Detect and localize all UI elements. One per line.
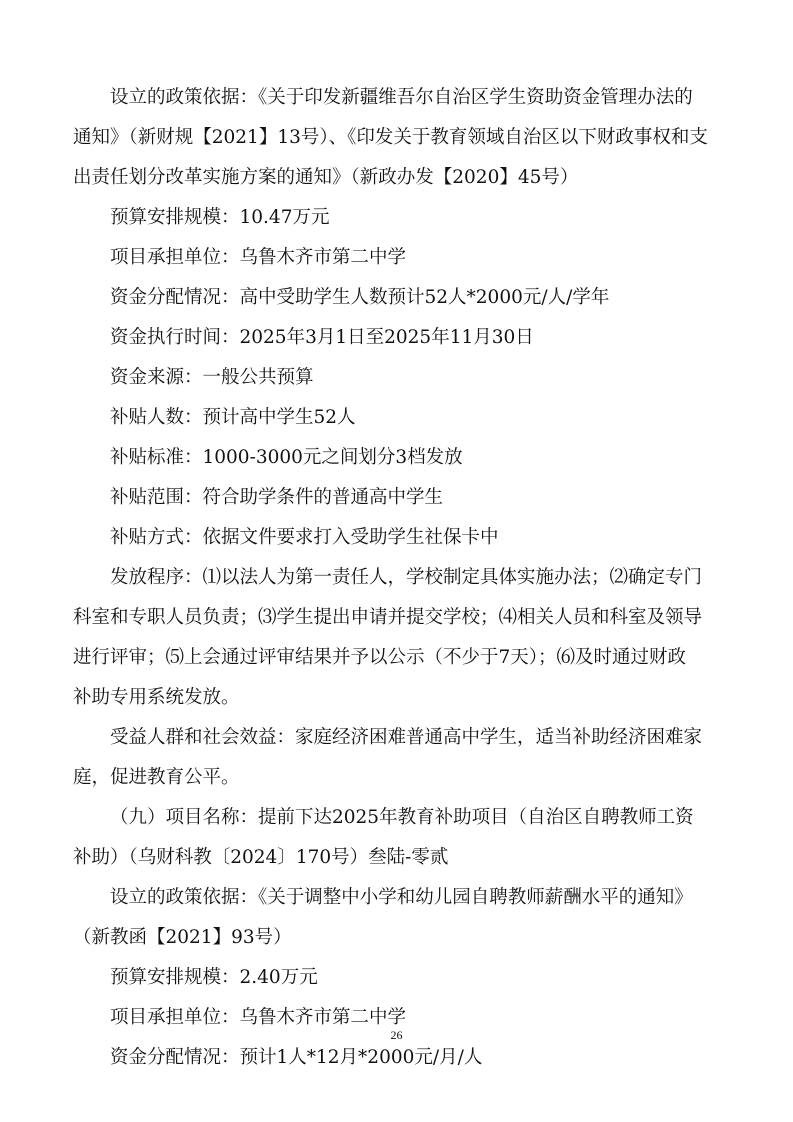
- text-line: 补贴范围：符合助学条件的普通高中学生: [110, 487, 444, 508]
- fund-allocation-paragraph-2: [73, 1038, 733, 1078]
- text-line: 发放程序：⑴以法人为第一责任人，学校制定具体实施办法；⑵确定专门: [110, 567, 703, 588]
- subsidy-method-paragraph: [73, 518, 733, 558]
- budget-scale-paragraph: [73, 198, 733, 238]
- page-number: 26: [390, 1028, 403, 1042]
- policy-basis-paragraph-2: [73, 878, 733, 958]
- text-line: 设立的政策依据：《关于印发新疆维吾尔自治区学生资助资金管理办法的: [110, 87, 693, 108]
- project-heading-paragraph: [73, 798, 733, 878]
- subsidy-scope-paragraph: [73, 478, 733, 518]
- text-line: 资金分配情况：高中受助学生人数预计52人*2000元/人/学年: [110, 287, 610, 308]
- document-body: [73, 78, 733, 1078]
- text-line: 补助专用系统发放。: [73, 687, 240, 708]
- beneficiaries-paragraph: [73, 718, 733, 798]
- fund-source-paragraph: [73, 358, 733, 398]
- policy-basis-paragraph: [73, 78, 733, 198]
- execution-time-paragraph: [73, 318, 733, 358]
- text-line: 出责任划分改革实施方案的通知》（新政办发【2020】45号）: [73, 167, 579, 188]
- budget-scale-paragraph-2: [73, 958, 733, 998]
- text-line: 补贴标准：1000-3000元之间划分3档发放: [110, 447, 463, 468]
- text-line: 预算安排规模：10.47万元: [110, 207, 330, 228]
- distribution-procedure-paragraph: [73, 558, 733, 718]
- text-line: 受益人群和社会效益：家庭经济困难普通高中学生，适当补助经济困难家: [110, 727, 703, 748]
- text-line: 资金来源：一般公共预算: [110, 367, 314, 388]
- text-line: 项目承担单位：乌鲁木齐市第二中学: [110, 247, 407, 268]
- text-line: 补贴方式：依据文件要求打入受助学生社保卡中: [110, 527, 499, 548]
- subsidy-count-paragraph: [73, 398, 733, 438]
- text-line: 进行评审；⑸上会通过评审结果并予以公示（不少于7天）；⑹及时通过财政: [73, 647, 687, 668]
- fund-allocation-paragraph: [73, 278, 733, 318]
- text-line: 科室和专职人员负责；⑶学生提出申请并提交学校；⑷相关人员和科室及领导: [73, 607, 703, 628]
- subsidy-standard-paragraph: [73, 438, 733, 478]
- text-line: 庭，促进教育公平。: [73, 767, 240, 788]
- text-line: 补贴人数：预计高中学生52人: [110, 407, 356, 428]
- text-line: 资金分配情况：预计1人*12月*2000元/月/人: [110, 1047, 483, 1068]
- text-line: 设立的政策依据：《关于调整中小学和幼儿园自聘教师薪酬水平的通知》: [110, 887, 693, 908]
- undertaking-unit-paragraph: [73, 238, 733, 278]
- text-line: 通知》（新财规【2021】13号）、《印发关于教育领域自治区以下财政事权和支: [73, 127, 708, 148]
- text-line: 预算安排规模：2.40万元: [110, 967, 318, 988]
- text-line: （新教函【2021】93号）: [73, 927, 292, 948]
- text-line: （九）项目名称：提前下达2025年教育补助项目（自治区自聘教师工资: [110, 807, 694, 828]
- text-line: 补助）（乌财科教〔2024〕170号）叁陆-零贰: [73, 847, 449, 868]
- text-line: 项目承担单位：乌鲁木齐市第二中学: [110, 1007, 407, 1028]
- text-line: 资金执行时间：2025年3月1日至2025年11月30日: [110, 327, 534, 348]
